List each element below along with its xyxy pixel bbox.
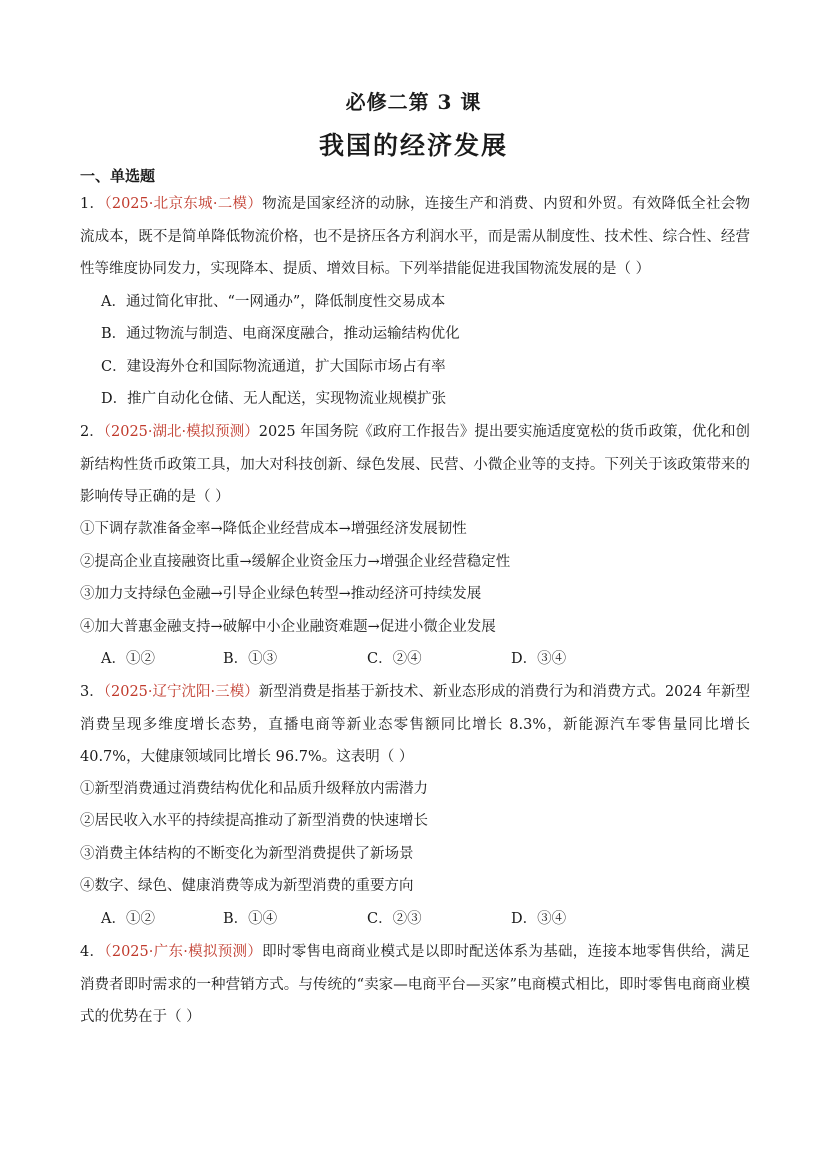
question-stem: 新型消费是指基于新技术、新业态形成的消费行为和消费方式。2024 年新型消费呈现多维度增长态势，直播电商等新业态零售额同比增长 8.3%，新能源汽车零售量同比增长 40.7%，大健康领域同比增长 96.7%。这表明（ ） [80,684,750,765]
statement-4: ④数字、绿色、健康消费等成为新型消费的重要方向 [80,878,414,894]
question-3 [80,676,750,774]
question-source: （2025·辽宁沈阳·三模） [103,684,259,700]
question-number: 2． [80,424,104,440]
option-b: B．①③ [223,651,278,667]
option-d: D．③④ [511,651,567,667]
question-2 [80,416,750,514]
question-number: 4． [80,944,105,960]
option-d: D．推广自动化仓储、无人配送，实现物流业规模扩张 [101,391,447,407]
question-source: （2025·广东·模拟预测） [104,944,263,960]
option-c: C．②④ [367,651,422,667]
question-stem: 即时零售电商商业模式是以即时配送体系为基础，连接本地零售供给，满足消费者即时需求的一种营销方式。与传统的“卖家—电商平台—买家”电商模式相比，即时零售电商商业模式的优势在于（ ） [80,944,750,1025]
statement-2: ②居民收入水平的持续提高推动了新型消费的快速增长 [80,813,428,829]
question-4 [80,936,750,1034]
question-stem: 2025 年国务院《政府工作报告》提出要实施适度宽松的货币政策，优化和创新结构性货币政策工具，加大对科技创新、绿色发展、民营、小微企业等的支持。下列关于该政策带来的影响传导正确的是（ ） [80,424,750,505]
option-b: B．①④ [223,911,278,927]
section-heading: 一、单选题 [80,167,156,185]
lesson-title: 必修二第 3 课 [345,90,482,114]
lesson-subtitle: 我国的经济发展 [318,131,508,160]
statement-4: ④加大普惠金融支持→破解中小企业融资难题→促进小微企业发展 [80,619,496,635]
option-c: C．②③ [367,911,422,927]
option-d: D．③④ [511,911,567,927]
statement-3: ③加力支持绿色金融→引导企业绿色转型→推动经济可持续发展 [80,586,482,602]
question-source: （2025·湖北·模拟预测） [103,424,259,440]
statement-1: ①下调存款准备金率→降低企业经营成本→增强经济发展韧性 [80,521,467,537]
option-a: A．①② [101,651,155,667]
option-row [101,909,701,929]
statement-3: ③消费主体结构的不断变化为新型消费提供了新场景 [80,846,414,862]
question-source: （2025·北京东城·二模） [104,196,263,212]
question-stem: 物流是国家经济的动脉，连接生产和消费、内贸和外贸。有效降低全社会物流成本，既不是简单降低物流价格，也不是挤压各方利润水平，而是需从制度性、技术性、综合性、经营性等维度协同发力，实现降本、提质、增效目标。下列举措能促进我国物流发展的是（ ） [80,196,750,277]
question-number: 3． [80,684,104,700]
statement-1: ①新型消费通过消费结构优化和品质升级释放内需潜力 [80,781,428,797]
option-a: A．通过简化审批、“一网通办”，降低制度性交易成本 [101,294,446,310]
option-b: B．通过物流与制造、电商深度融合，推动运输结构优化 [101,326,460,342]
question-number: 1． [80,196,105,212]
option-a: A．①② [101,911,155,927]
option-row [101,649,701,669]
option-c: C．建设海外仓和国际物流通道，扩大国际市场占有率 [101,359,446,375]
question-1 [80,188,750,286]
statement-2: ②提高企业直接融资比重→缓解企业资金压力→增强企业经营稳定性 [80,554,511,570]
